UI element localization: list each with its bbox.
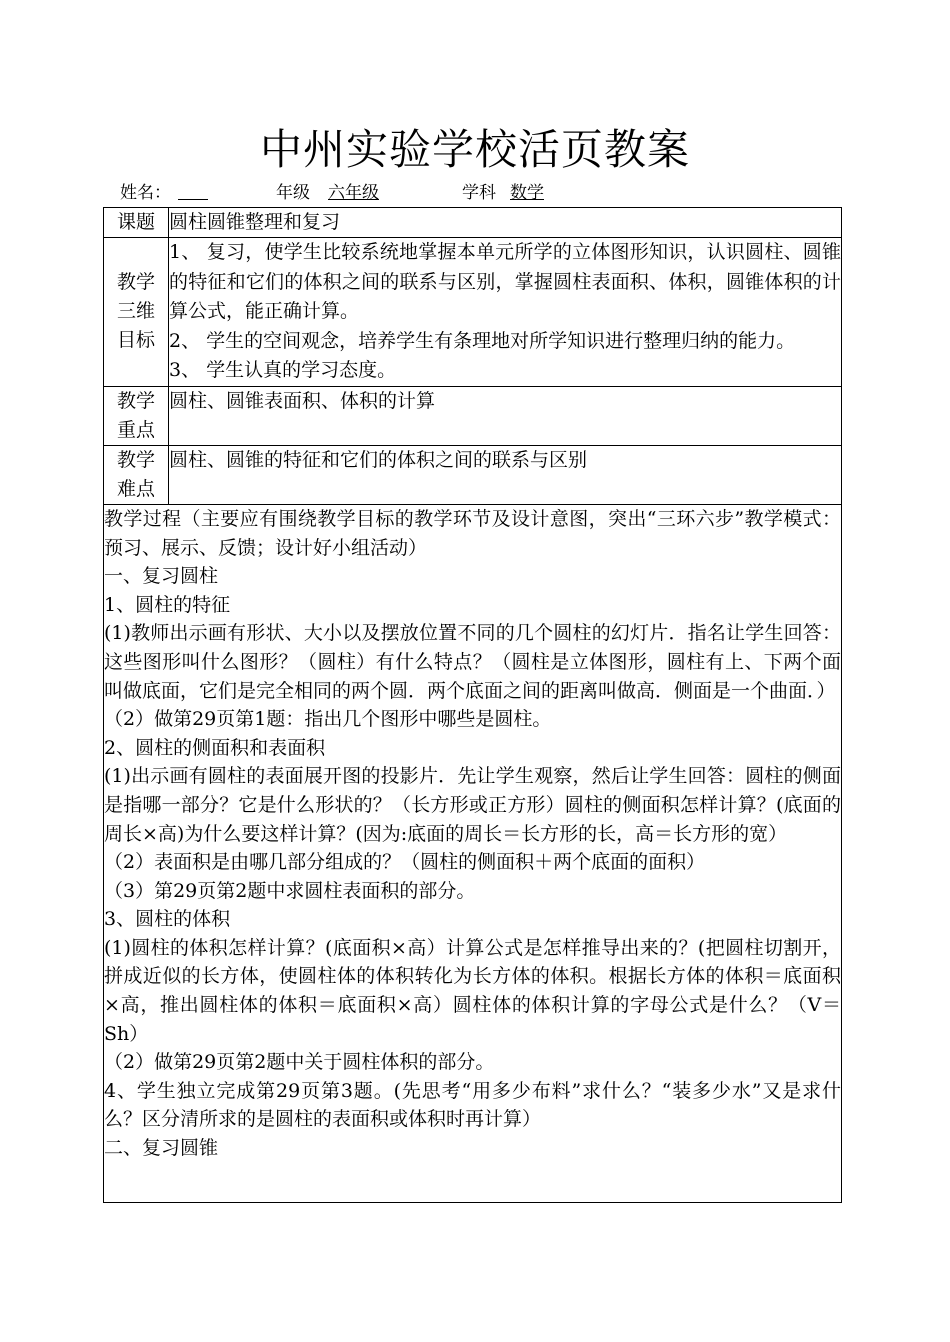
goals-label-line: 目标 [116,329,155,352]
key-points-row [104,386,842,445]
goals-content [169,238,842,387]
difficulty-row [104,445,842,504]
process-paragraph: （2）表面积是由哪几部分组成的？（圆柱的侧面积＋两个底面的面积） [104,851,706,874]
process-paragraph: (1)出示画有圆柱的表面展开图的投影片．先让学生观察，然后让学生回答：圆柱的侧面是指哪一部分？它是什么形状的？（长方形或正方形）圆柱的侧面积怎样计算？(底面的周长×高)为什么要这样计算？(因为:底面的周长＝长方形的长，高＝长方形的宽） [104,765,841,845]
difficulty-label [104,445,169,504]
process-paragraph: 1、圆柱的特征 [104,593,231,616]
process-paragraph: （2）做第29页第2题中关于圆柱体积的部分。 [104,1051,495,1074]
goal-item: 1、 复习，使学生比较系统地掌握本单元所学的立体图形知识，认识圆柱、圆锥的特征和它们的体积之间的联系与区别，掌握圆柱表面积、体积，圆锥体积的计算公式，能正确计算。 [169,241,841,323]
topic-row [104,208,842,238]
difficulty-label-line: 难点 [116,477,155,500]
process-paragraph: 一、复习圆柱 [104,565,219,588]
goal-item: 3、 学生认真的学习态度。 [169,359,397,382]
process-paragraph: (1)圆柱的体积怎样计算？(底面积×高）计算公式是怎样推导出来的？(把圆柱切割开，拼成近似的长方体，使圆柱体的体积转化为长方体的体积。根据长方体的体积＝底面积×高，推出圆柱体的体积＝底面积×高）圆柱体的体积计算的字母公式是什么？（V＝Sh） [104,936,841,1045]
process-paragraph: 2、圆柱的侧面积和表面积 [104,736,326,759]
process-paragraph: （3）第29页第2题中求圆柱表面积的部分。 [104,879,476,902]
difficulty-content: 圆柱、圆锥的特征和它们的体积之间的联系与区别 [169,445,842,504]
topic-content: 圆柱圆锥整理和复习 [169,208,842,238]
grade-label: 年级 [276,183,310,203]
goals-label [104,238,169,387]
subject-label: 学科 [462,183,496,203]
header-info [0,180,950,206]
key-points-label [104,386,169,445]
key-points-content: 圆柱、圆锥表面积、体积的计算 [169,386,842,445]
process-paragraph: 3、圆柱的体积 [104,908,231,931]
topic-label: 课题 [104,208,169,238]
grade-value: 六年级 [328,183,379,203]
goals-row [104,238,842,387]
process-row [104,504,842,1202]
teaching-process [104,504,842,1202]
subject-value: 数学 [510,183,544,203]
key-label-line: 重点 [116,418,155,441]
name-value [178,180,208,200]
process-paragraph: 4、学生独立完成第29页第3题。(先思考“用多少布料”求什么？“装多少水”又是求什么？区分清所求的是圆柱的表面积或体积时再计算） [104,1079,841,1131]
page-title: 中州实验学校活页教案 [259,125,690,174]
goals-label-line: 教学 [116,271,155,294]
goal-item: 2、 学生的空间观念，培养学生有条理地对所学知识进行整理归纳的能力。 [169,329,796,352]
key-label-line: 教学 [116,389,155,412]
difficulty-label-line: 教学 [116,448,155,471]
process-paragraph: 二、复习圆锥 [104,1137,219,1160]
process-paragraph: 教学过程（主要应有围绕教学目标的教学环节及设计意图，突出“三环六步”教学模式：预习、展示、反馈；设计好小组活动） [104,507,841,559]
lesson-plan-table [103,207,842,1203]
name-label: 姓名： [120,183,171,203]
goals-label-line: 三维 [116,300,155,323]
process-paragraph: （2）做第29页第1题：指出几个图形中哪些是圆柱。 [104,708,552,731]
process-paragraph: (1)教师出示画有形状、大小以及摆放位置不同的几个圆柱的幻灯片．指名让学生回答：这些图形叫什么图形？（圆柱）有什么特点？（圆柱是立体图形，圆柱有上、下两个面叫做底面，它们是完全相同的两个圆．两个底面之间的距离叫做高．侧面是一个曲面．） [104,622,841,702]
